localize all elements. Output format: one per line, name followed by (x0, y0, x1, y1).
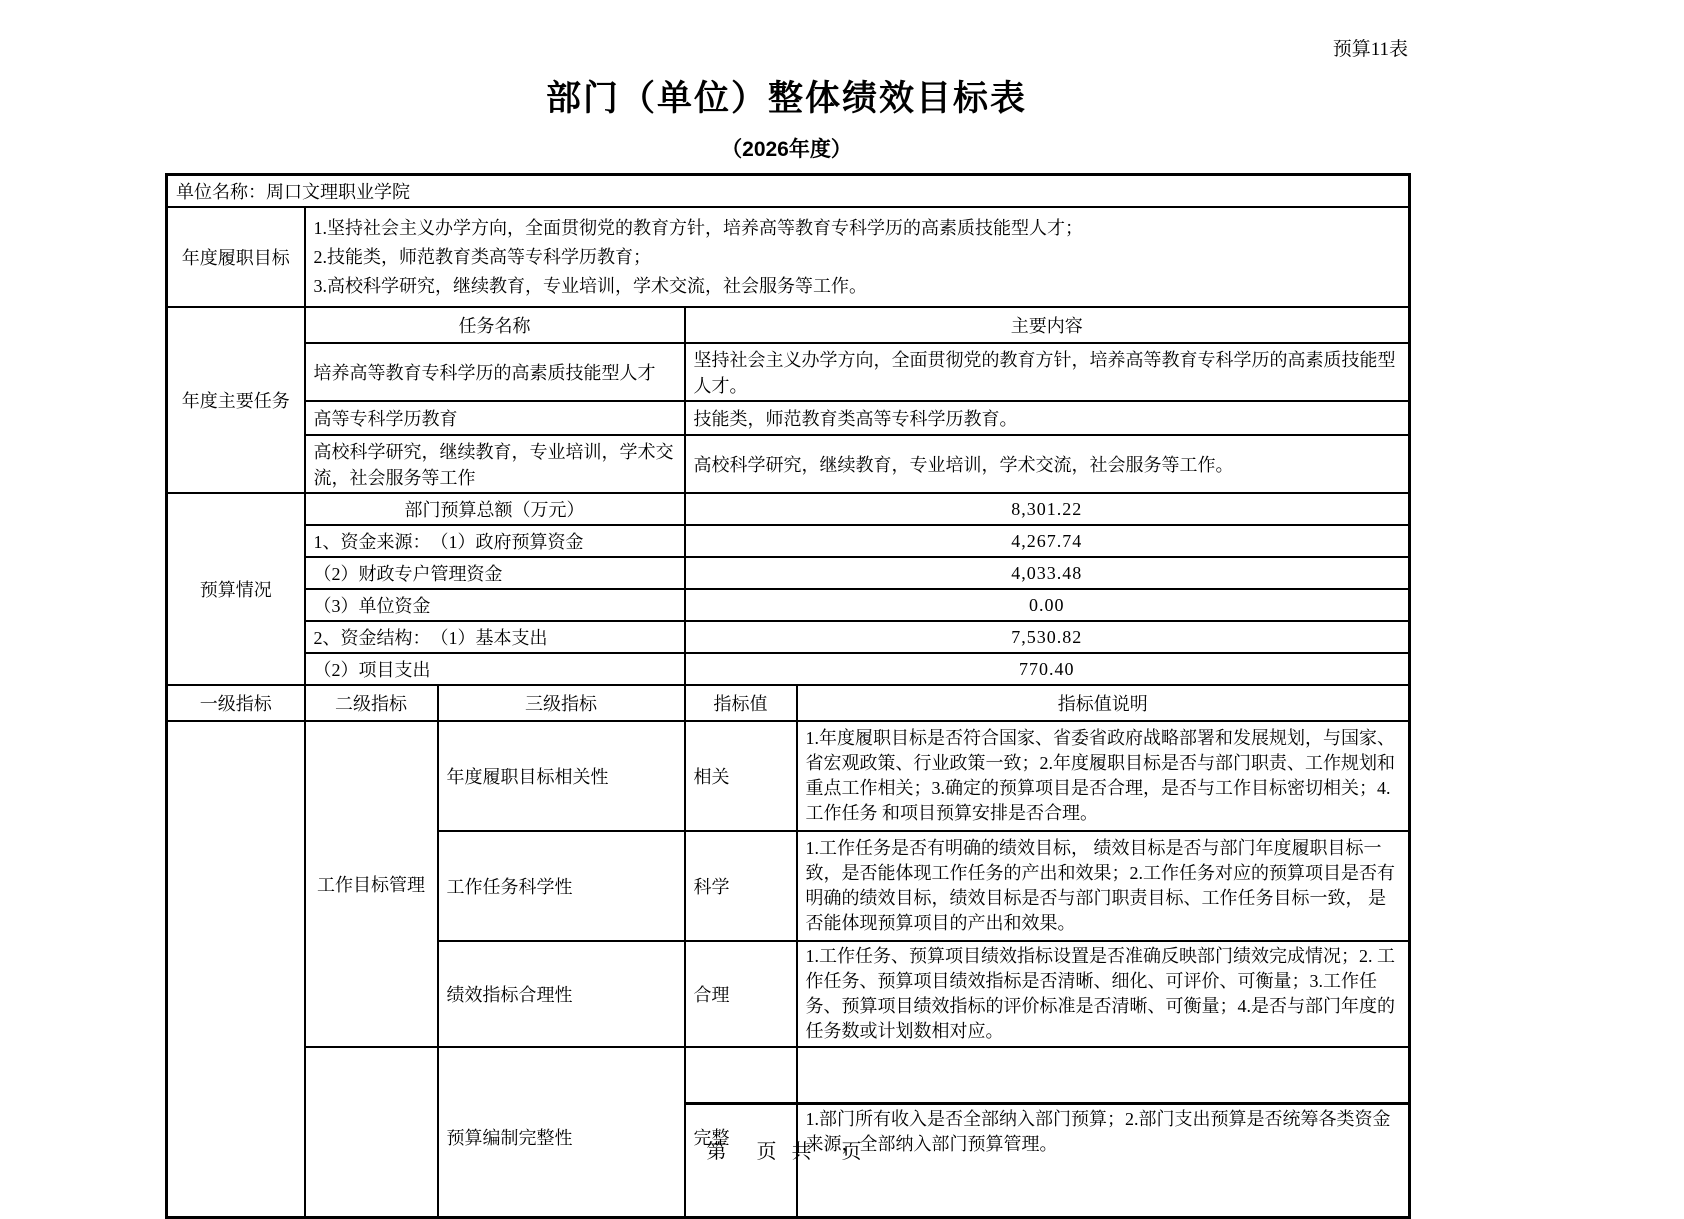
indicator-description: 1.工作任务、预算项目绩效指标设置是否准确反映部门绩效完成情况；2. 工作任务、预算项目绩效指标是否清晰、细化、可评价、可衡量；3.工作任务、预算项目绩效指标的评价标准是否清晰、可衡量；4.是否与部门年度的任务数或计划数相对应。 (797, 941, 1410, 1047)
budget-item: （2）财政专户管理资金 (305, 557, 685, 589)
tasks-header-row (167, 307, 1410, 343)
indicator-description: 1.部门所有收入是否全部纳入部门预算；2.部门支出预算是否统筹各类资金来源，全部纳入部门预算管理。 (797, 1047, 1410, 1217)
indicator-value: 相关 (685, 721, 797, 831)
indicator-description: 1.工作任务是否有明确的绩效目标， 绩效目标是否与部门年度履职目标一致，是否能体现工作任务的产出和效果；2.工作任务对应的预算项目是否有明确的绩效目标，绩效目标是否与部门职责目标、工作任务目标一致， 是否能体现预算项目的产出和效果。 (797, 831, 1410, 941)
level2-indicator-cell-empty (305, 1047, 438, 1217)
indicator-value (685, 1047, 797, 1217)
page-subtitle: （2026年度） (721, 138, 852, 161)
level3-indicator-clipped-text: 预算编制完整性 (446, 1128, 573, 1148)
page-footer: 第 页 共 页 (706, 1141, 867, 1163)
budget-row (167, 653, 1410, 685)
budget-item: （3）单位资金 (305, 589, 685, 621)
annual-goal-line: 3.高校科学研究，继续教育，专业培训，学术交流，社会服务等工作。 (313, 275, 867, 296)
table-clip-bottom-edge (685, 1102, 1408, 1105)
budget-item: 部门预算总额（万元） (305, 493, 685, 525)
budget-value: 8,301.22 (685, 493, 1410, 525)
budget-section-label: 预算情况 (167, 493, 305, 685)
budget-row (167, 621, 1410, 653)
budget-value: 4,267.74 (685, 525, 1410, 557)
unit-name-cell (167, 175, 1410, 208)
unit-name-row (167, 175, 1410, 208)
task-content: 高校科学研究，继续教育，专业培训，学术交流，社会服务等工作。 (685, 435, 1410, 493)
budget-row (167, 493, 1410, 525)
annual-goal-line: 2.技能类，师范教育类高等专科学历教育； (313, 246, 651, 267)
task-name: 高等专科学历教育 (305, 401, 685, 435)
level2-indicator-cell: 工作目标管理 (305, 721, 438, 1047)
annual-goal-line: 1.坚持社会主义办学方向，全面贯彻党的教育方针，培养高等教育专科学历的高素质技能型人才； (313, 217, 1083, 238)
budget-row (167, 525, 1410, 557)
budget-value: 7,530.82 (685, 621, 1410, 653)
performance-target-table (165, 173, 1411, 1219)
annual-goals-row (167, 207, 1410, 307)
indicator-value-clipped-text: 完整 (693, 1128, 730, 1148)
level3-indicator: 年度履职目标相关性 (438, 721, 685, 831)
task-content: 技能类，师范教育类高等专科学历教育。 (685, 401, 1410, 435)
indicator-description: 1.年度履职目标是否符合国家、省委省政府战略部署和发展规划，与国家、省宏观政策、行业政策一致；2.年度履职目标是否与部门职责、工作规划和重点工作相关；3.确定的预算项目是否合理，是否与工作目标密切相关；4.工作任务 和项目预算安排是否合理。 (797, 721, 1410, 831)
level3-indicator: 绩效指标合理性 (438, 941, 685, 1047)
indicator-value: 合理 (685, 941, 797, 1047)
indicator-row-clipped (167, 1047, 1410, 1217)
budget-item: （2）项目支出 (305, 653, 685, 685)
level1-indicator-cell (167, 721, 305, 1217)
task-name: 高校科学研究，继续教育，专业培训，学术交流，社会服务等工作 (305, 435, 685, 493)
header-value-desc: 指标值说明 (797, 685, 1410, 721)
task-content: 坚持社会主义办学方向，全面贯彻党的教育方针，培养高等教育专科学历的高素质技能型人才。 (685, 343, 1410, 401)
indicator-header-row (167, 685, 1410, 721)
task-content-header: 主要内容 (685, 307, 1410, 343)
document-page (165, 0, 1408, 1164)
budget-row (167, 557, 1410, 589)
budget-item: 2、资金结构： （1）基本支出 (305, 621, 685, 653)
task-name-header: 任务名称 (305, 307, 685, 343)
header-value: 指标值 (685, 685, 797, 721)
main-tasks-label: 年度主要任务 (167, 307, 305, 493)
task-name: 培养高等教育专科学历的高素质技能型人才 (305, 343, 685, 401)
indicator-row (167, 721, 1410, 831)
level3-indicator (438, 1047, 685, 1217)
page-title: 部门（单位）整体绩效目标表 (545, 79, 1027, 118)
unit-name-value: 周口文理职业学院 (266, 182, 410, 202)
budget-item: 1、资金来源： （1）政府预算资金 (305, 525, 685, 557)
header-level1: 一级指标 (167, 685, 305, 721)
budget-value: 4,033.48 (685, 557, 1410, 589)
budget-value: 0.00 (685, 589, 1410, 621)
task-row (167, 343, 1410, 401)
unit-name-label: 单位名称： (176, 182, 266, 202)
budget-value: 770.40 (685, 653, 1410, 685)
indicator-value: 科学 (685, 831, 797, 941)
task-row (167, 435, 1410, 493)
header-level2: 二级指标 (305, 685, 438, 721)
annual-goals-label: 年度履职目标 (167, 207, 305, 307)
task-row (167, 401, 1410, 435)
header-level3: 三级指标 (438, 685, 685, 721)
budget-row (167, 589, 1410, 621)
level3-indicator: 工作任务科学性 (438, 831, 685, 941)
form-number-label: 预算11表 (1332, 39, 1408, 60)
annual-goals-content (305, 207, 1410, 307)
